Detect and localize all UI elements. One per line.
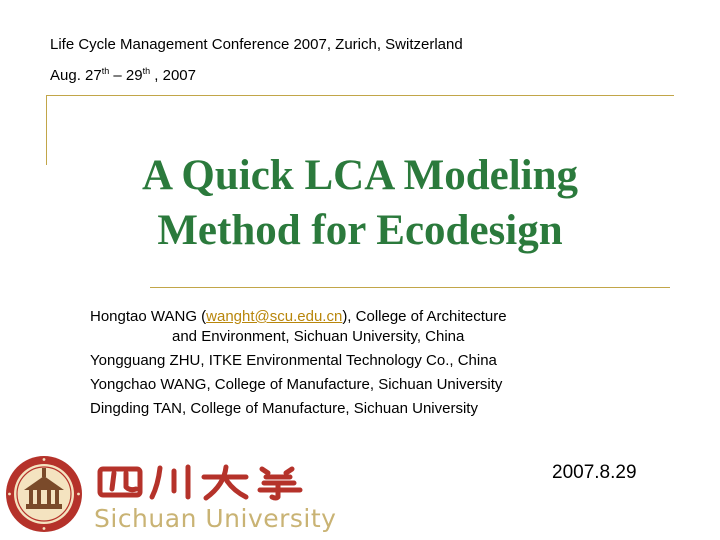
author-1-affiliation-cont: and Environment, Sichuan University, China	[172, 328, 465, 345]
top-rule	[46, 95, 674, 96]
author-list	[90, 305, 507, 421]
conference-name: Life Cycle Management Conference 2007, Zurich, Switzerland	[50, 36, 463, 53]
conference-dates	[50, 66, 196, 84]
title-underline	[150, 287, 670, 288]
title-line-2: Method for Ecodesign	[157, 207, 563, 254]
university-english-logotype: Sichuan University	[94, 504, 337, 533]
presentation-date: 2007.8.29	[552, 462, 637, 483]
left-rule	[46, 95, 47, 165]
author-1-name: Hongtao WANG (	[90, 308, 207, 325]
author-3: Yongchao WANG, College of Manufacture, Sichuan University	[90, 376, 503, 393]
slide-title	[60, 148, 660, 258]
conference-date-mid: – 29	[109, 67, 143, 84]
title-line-1: A Quick LCA Modeling	[141, 152, 579, 199]
conference-date-prefix: Aug. 27	[50, 67, 102, 84]
author-4: Dingding TAN, College of Manufacture, Sichuan University	[90, 400, 478, 417]
university-chinese-logotype	[96, 463, 306, 501]
author-1-affiliation: ), College of Architecture	[342, 308, 507, 325]
conference-date-sup1: th	[101, 66, 110, 76]
author-1-email-link[interactable]: wanght@scu.edu.cn	[206, 308, 343, 325]
conference-date-suffix: , 2007	[150, 67, 196, 84]
author-2: Yongguang ZHU, ITKE Environmental Technology Co., China	[90, 352, 497, 369]
conference-date-sup2: th	[142, 66, 151, 76]
university-seal-icon	[4, 454, 84, 534]
